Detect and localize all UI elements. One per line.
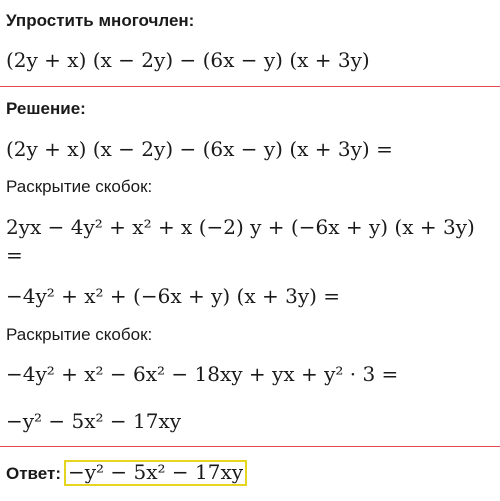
problem-expression: (2y + x) (x − 2y) − (6x − y) (x + 3y) [6, 48, 370, 72]
solution-step-3: = [6, 243, 23, 267]
solution-note-2: Раскрытие скобок: [6, 325, 153, 344]
problem-heading: Упростить многочлен: [6, 11, 195, 30]
solution-step-6: −y² − 5x² − 17xy [6, 409, 182, 433]
solution-step-2: 2yx − 4y² + x² + x (−2) y + (−6x + y) (x + 3y) [6, 215, 475, 239]
solution-step-4: −4y² + x² + (−6x + y) (x + 3y) = [6, 284, 341, 308]
solution-step-5: −4y² + x² − 6x² − 18xy + yx + y² · 3 = [6, 362, 399, 386]
answer-label: Ответ: [6, 464, 61, 483]
answer-value: −y² − 5x² − 17xy [68, 460, 244, 484]
solution-step-1: (2y + x) (x − 2y) − (6x − y) (x + 3y) = [6, 137, 393, 161]
solution-note-1: Раскрытие скобок: [6, 177, 153, 196]
section-divider-bottom [0, 446, 500, 447]
solution-heading: Решение: [6, 99, 86, 118]
section-divider-top [0, 86, 500, 87]
